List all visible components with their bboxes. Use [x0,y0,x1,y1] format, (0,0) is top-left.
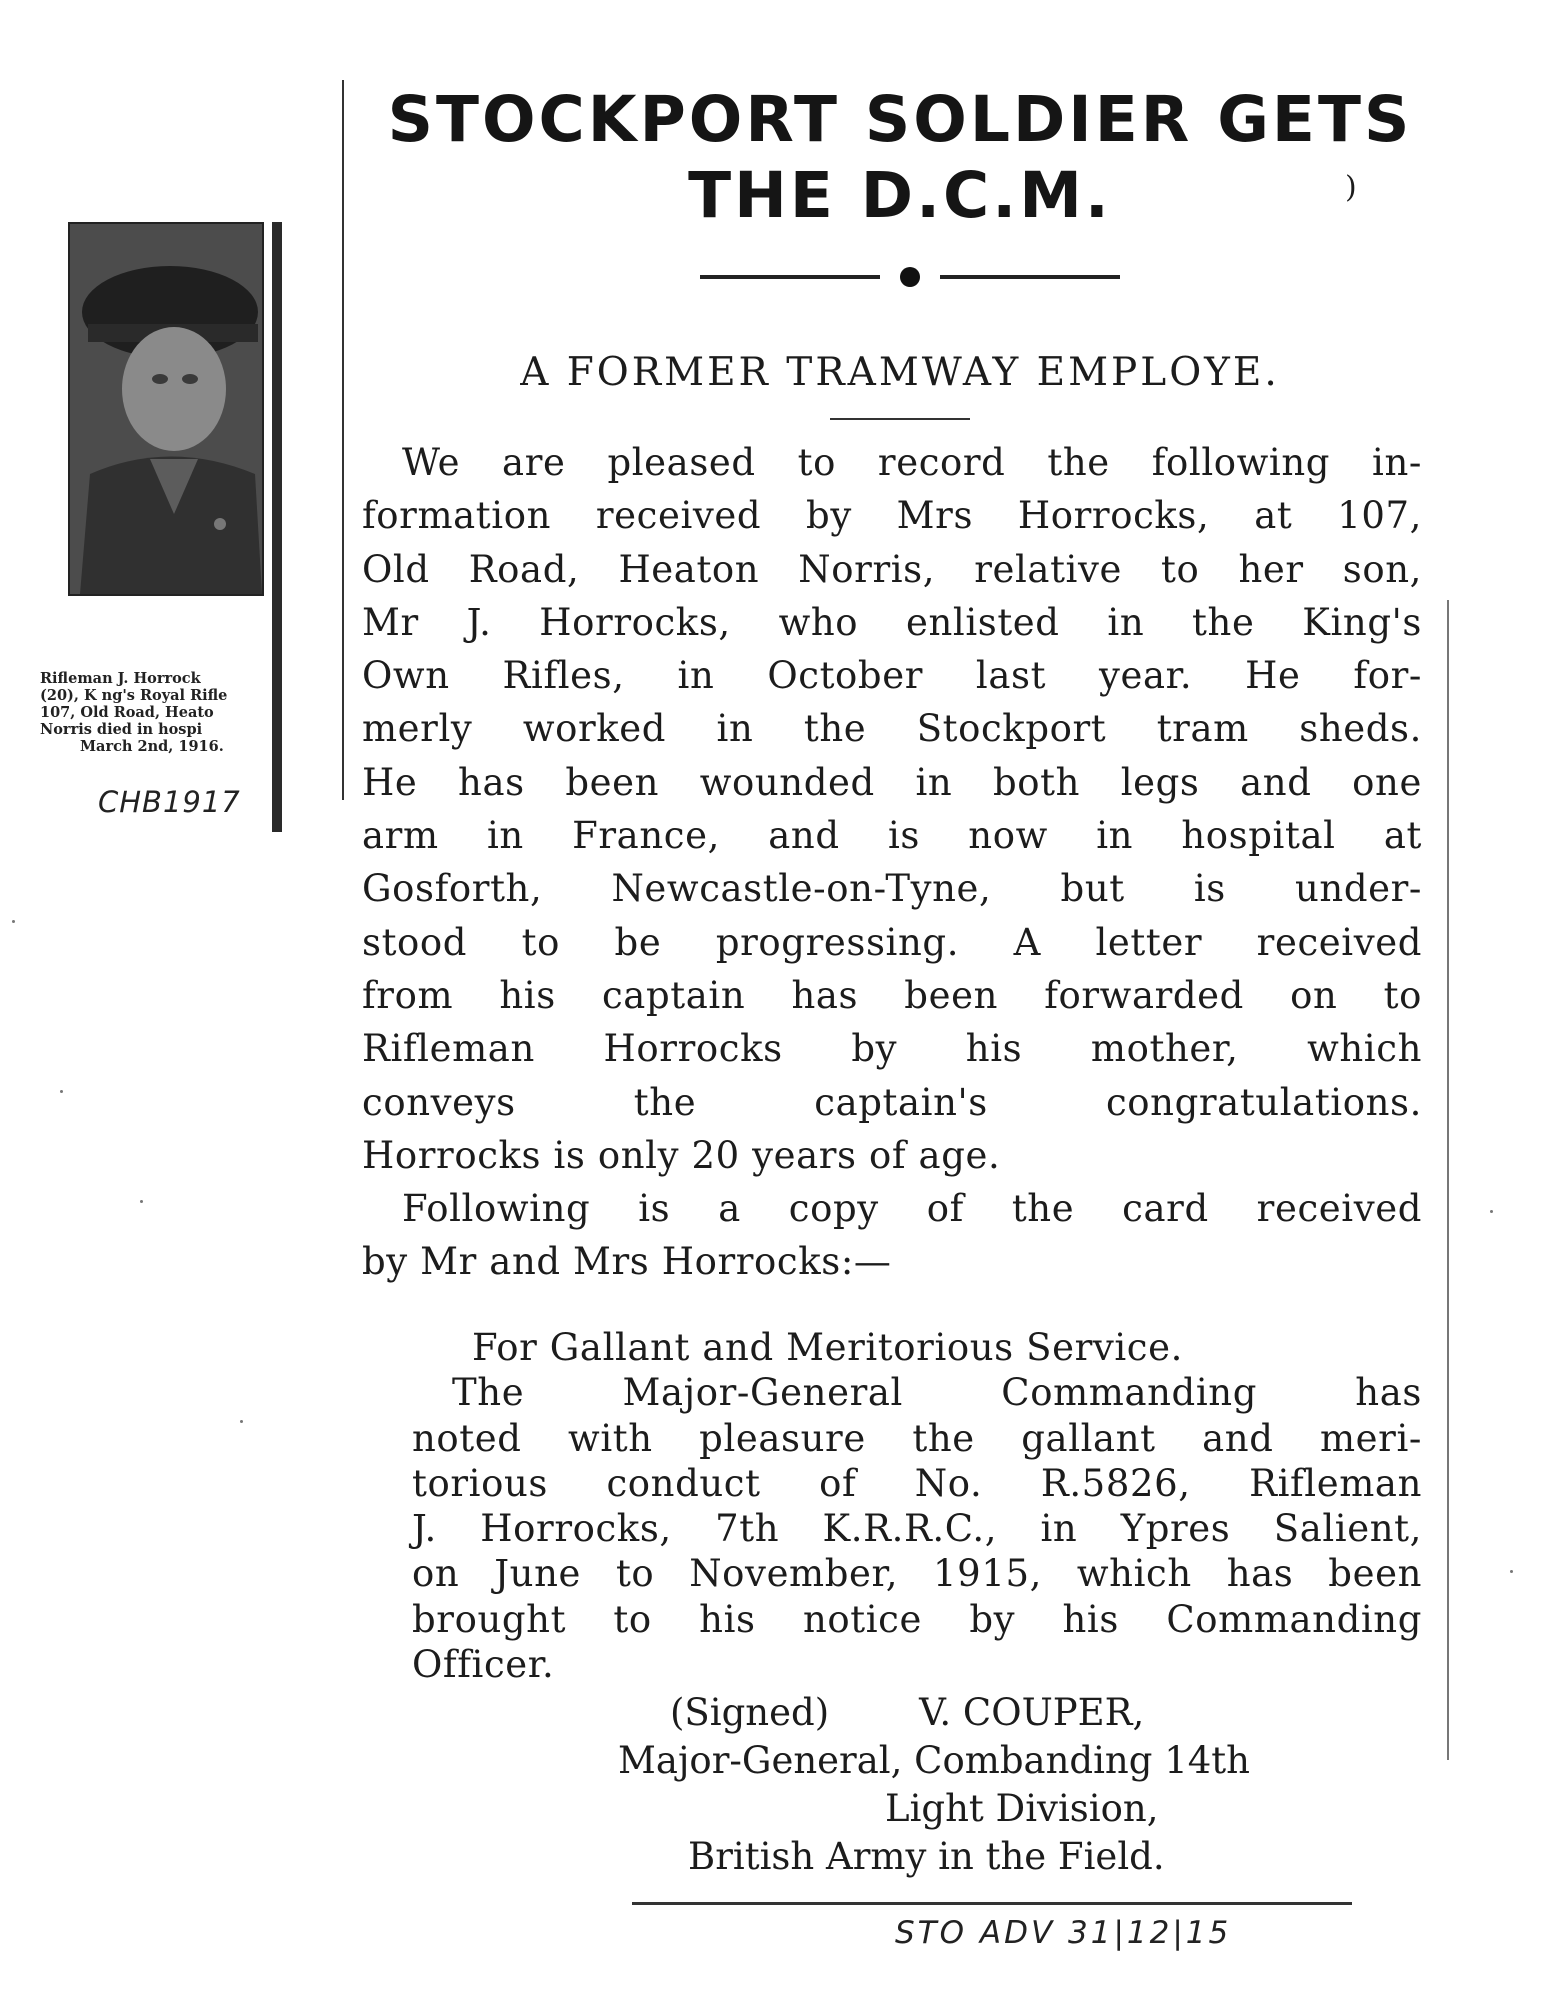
body-line: Rifleman Horrocks by his mother, which [362,1027,1422,1071]
ornament-divider [700,262,1120,292]
subheading-rule [830,418,970,420]
body-line: by Mr and Mrs Horrocks:— [362,1240,892,1284]
body-line: Own Rifles, in October last year. He for- [362,654,1422,698]
subheading: A FORMER TRAMWAY EMPLOYE. [520,350,1280,395]
card-quote [412,1325,1422,1687]
headline [360,82,1440,234]
soldier-portrait-photo [68,222,264,596]
speck [12,920,15,923]
body-line: Gosforth, Newcastle-on-Tyne, but is under- [362,867,1422,911]
article-body [362,436,1422,1289]
portrait-illustration [70,224,262,594]
speck [60,1090,63,1093]
card-line: on June to November, 1915, which has been [412,1552,1422,1596]
caption-line: (20), K ng's Royal Rifle [40,687,228,704]
card-line: brought to his notice by his Commanding [412,1597,1422,1641]
speck [1490,1210,1493,1213]
signer-division: Light Division, [885,1787,1159,1830]
headline-line: STOCKPORT SOLDIER GETS [387,83,1413,156]
body-line: Old Road, Heaton Norris, relative to her son, [362,547,1422,591]
card-line: torious conduct of No. R.5826, Rifleman [412,1461,1422,1505]
stray-mark: ) [1345,170,1357,205]
body-line: stood to be progressing. A letter received [362,920,1422,964]
card-line: J. Horrocks, 7th K.R.R.C., in Ypres Salient, [412,1507,1422,1551]
body-line: conveys the captain's congratulations. [362,1080,1422,1124]
body-line: merly worked in the Stockport tram sheds. [362,707,1422,751]
card-line: noted with pleasure the gallant and meri- [412,1416,1422,1460]
speck [240,1420,243,1423]
caption-line: Rifleman J. Horrock [40,670,201,687]
caption-line: 107, Old Road, Heato [40,704,214,721]
body-line: formation received by Mrs Horrocks, at 107, [362,494,1422,538]
card-heading: For Gallant and Meritorious Service. [472,1326,1183,1369]
body-line: from his captain has been forwarded on to [362,973,1422,1017]
body-line: He has been wounded in both legs and one [362,760,1422,804]
signer-title: Major-General, Combanding 14th [618,1739,1250,1782]
card-line: Officer. [412,1643,555,1687]
body-line: Following is a copy of the card received [402,1187,1422,1231]
signer-location: British Army in the Field. [688,1835,1165,1878]
column-rule [342,80,344,800]
caption-line: Norris died in hospi [40,721,203,738]
card-line: The Major-General Commanding has [452,1371,1422,1415]
source-handwritten-note: STO ADV 31|12|15 [895,1915,1232,1951]
column-rule-right [1447,600,1449,1760]
body-line: Mr J. Horrocks, who enlisted in the King's [362,600,1422,644]
bottom-rule [632,1902,1352,1905]
signed-label: (Signed) [670,1691,830,1734]
speck [1510,1570,1513,1573]
handwritten-archive-note: CHB1917 [98,785,241,819]
signer-name: V. COUPER, [919,1691,1145,1734]
caption-line: March 2nd, 1916. [80,738,224,755]
body-line: Horrocks is only 20 years of age. [362,1133,1001,1177]
headline-line: THE D.C.M. [688,159,1112,232]
signature-line [670,1690,1144,1735]
body-line: We are pleased to record the following in- [402,441,1422,484]
speck [140,1200,143,1203]
body-line: arm in France, and is now in hospital at [362,814,1422,858]
photo-caption [40,670,292,755]
